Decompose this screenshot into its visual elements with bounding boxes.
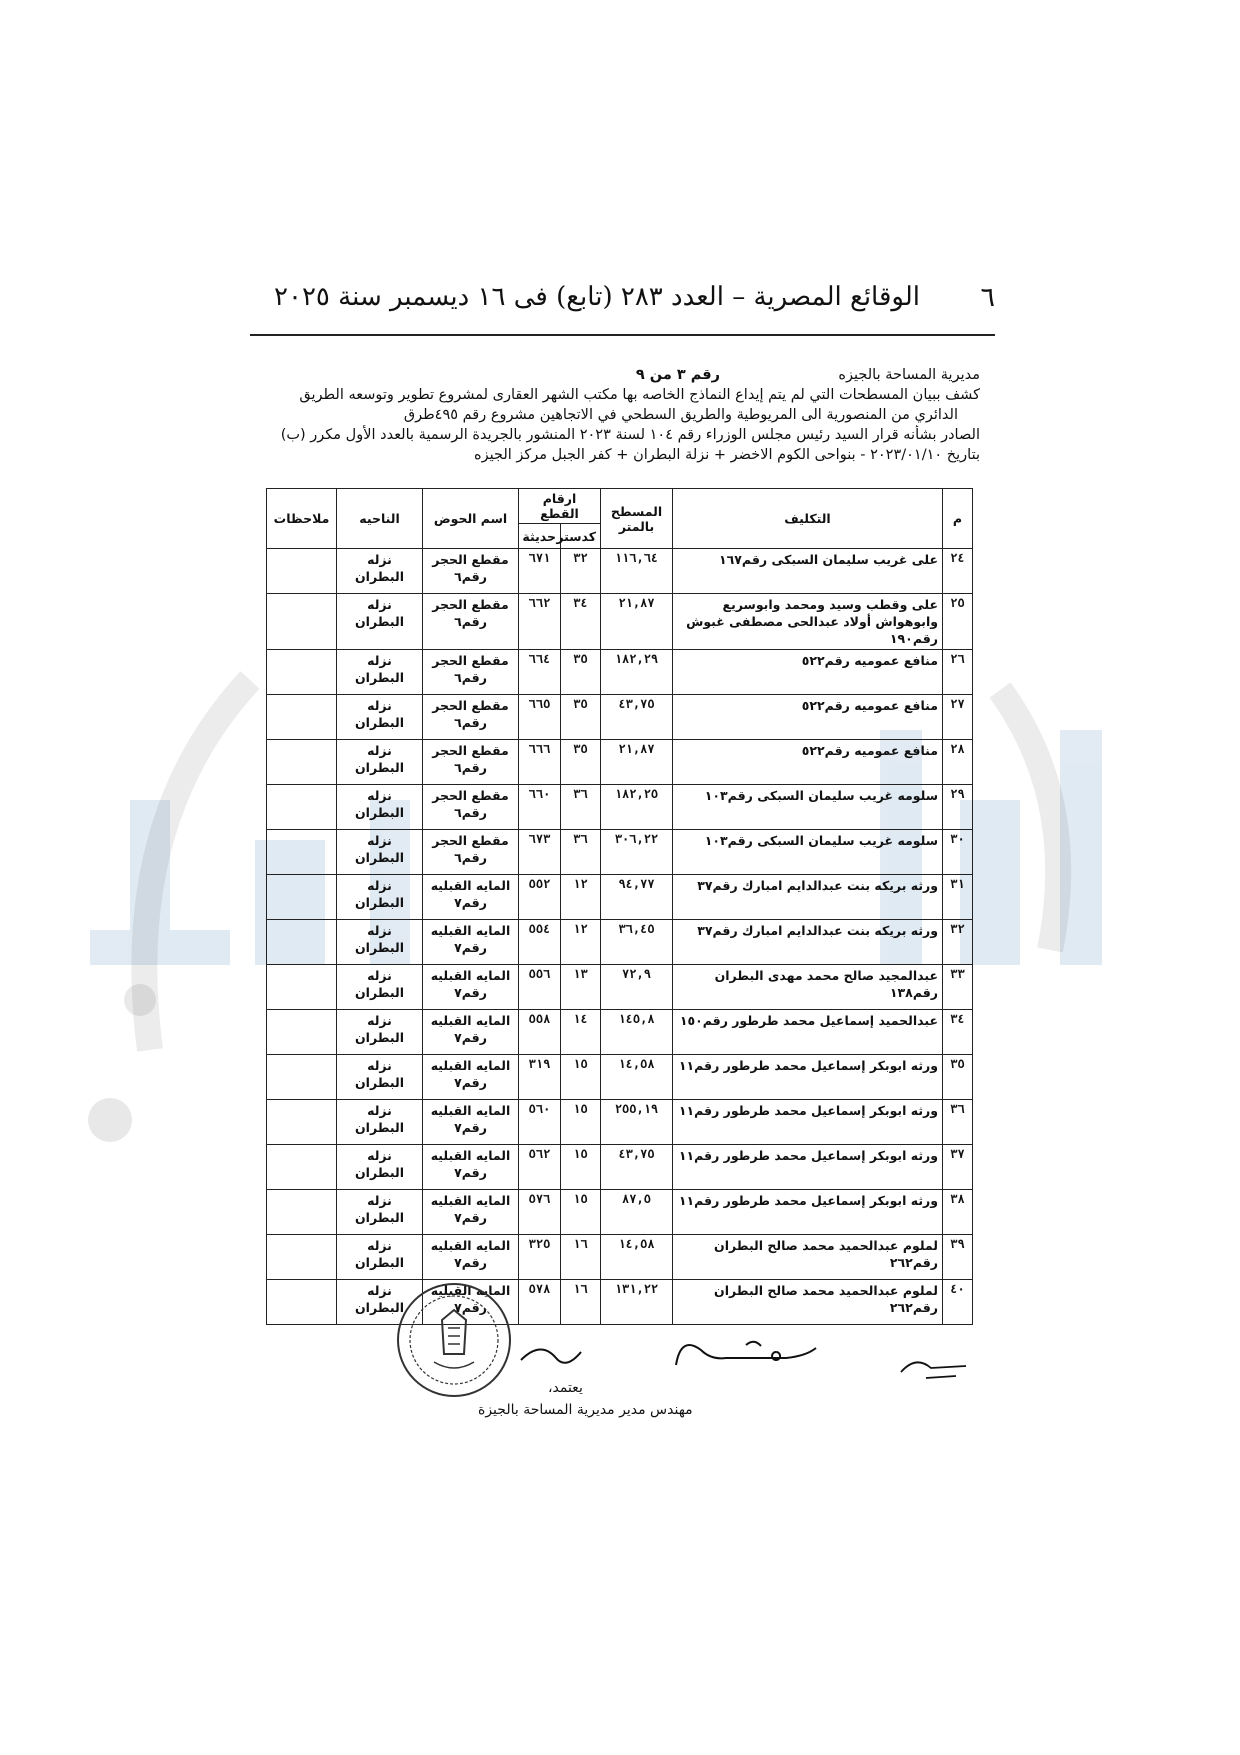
col-header-haditha: حديثة [519, 524, 561, 549]
official-stamp [394, 1280, 514, 1400]
owner-name: منافع عموميه رقم٥٢٢ [673, 740, 943, 785]
nahia-name: نزله البطران [337, 1145, 423, 1190]
hawd-name: المايه القبليه رقم٧ [423, 1280, 519, 1325]
haditha-number: ٦٦٠ [519, 785, 561, 830]
notes-cell [267, 650, 337, 695]
hawd-name: المايه القبليه رقم٧ [423, 1190, 519, 1235]
owner-name: منافع عموميه رقم٥٢٢ [673, 650, 943, 695]
col-header-owner: التكليف [673, 489, 943, 549]
nahia-name: نزله البطران [337, 1235, 423, 1280]
nahia-name: نزله البطران [337, 785, 423, 830]
table-row [267, 1010, 973, 1055]
row-number: ٢٩ [943, 785, 973, 830]
row-number: ٢٧ [943, 695, 973, 740]
area-value: ٣٠٦,٢٢ [601, 830, 673, 875]
table-row [267, 785, 973, 830]
notes-cell [267, 549, 337, 594]
row-number: ٣٨ [943, 1190, 973, 1235]
owner-name: ورثه ابوبكر إسماعيل محمد طرطور رقم١١ [673, 1055, 943, 1100]
notes-cell [267, 1190, 337, 1235]
hawd-name: المايه القبليه رقم٧ [423, 1145, 519, 1190]
col-header-area-line1: المسطح [610, 503, 663, 519]
hawd-name: المايه القبليه رقم٧ [423, 1010, 519, 1055]
kadaster-number: ٣٦ [561, 785, 601, 830]
owner-name: ورثه بريكه بنت عبدالدايم امبارك رقم٣٧ [673, 920, 943, 965]
table-row [267, 549, 973, 594]
hawd-name: مقطع الحجر رقم٦ [423, 549, 519, 594]
area-value: ٤٣,٧٥ [601, 695, 673, 740]
row-number: ٢٨ [943, 740, 973, 785]
notes-cell [267, 785, 337, 830]
row-number: ٣٧ [943, 1145, 973, 1190]
nahia-name: نزله البطران [337, 830, 423, 875]
area-value: ١٣١,٢٢ [601, 1280, 673, 1325]
col-header-area-line2: بالمتر [618, 518, 655, 534]
kadaster-number: ١٦ [561, 1235, 601, 1280]
signature-area [366, 1280, 986, 1440]
row-number: ٣٦ [943, 1100, 973, 1145]
col-header-area [601, 489, 673, 549]
table-row [267, 594, 973, 650]
haditha-number: ٦٦٤ [519, 650, 561, 695]
nahia-name: نزله البطران [337, 920, 423, 965]
owner-name: عبدالمجيد صالح محمد مهدى البطران رقم١٣٨ [673, 965, 943, 1010]
owner-name: سلومه غريب سليمان السبكى رقم١٠٣ [673, 830, 943, 875]
hawd-name: مقطع الحجر رقم٦ [423, 594, 519, 650]
signature-mark [896, 1350, 976, 1385]
intro-line: بتاريخ ٢٠٢٣/٠١/١٠ - بنواحى الكوم الاخضر + نزلة البطران + كفر الجبل مركز الجيزه [474, 447, 980, 463]
hawd-name: المايه القبليه رقم٧ [423, 965, 519, 1010]
table-row [267, 830, 973, 875]
haditha-number: ٦٦٥ [519, 695, 561, 740]
hawd-name: المايه القبليه رقم٧ [423, 1055, 519, 1100]
signature-mark [666, 1330, 826, 1380]
kadaster-number: ١٥ [561, 1055, 601, 1100]
intro-line: الدائري من المنصورية الى المريوطية والطريق السطحي في الاتجاهين مشروع رقم ٤٩٥طرق [403, 407, 958, 423]
table-row [267, 1235, 973, 1280]
haditha-number: ٥٥٤ [519, 920, 561, 965]
owner-name: منافع عموميه رقم٥٢٢ [673, 695, 943, 740]
nahia-name: نزله البطران [337, 594, 423, 650]
kadaster-number: ١٥ [561, 1100, 601, 1145]
row-number: ٢٦ [943, 650, 973, 695]
area-value: ١٤,٥٨ [601, 1055, 673, 1100]
nahia-name: نزله البطران [337, 965, 423, 1010]
kadaster-number: ٣٢ [561, 549, 601, 594]
nahia-name: نزله البطران [337, 1010, 423, 1055]
row-number: ٢٤ [943, 549, 973, 594]
col-header-hawd: اسم الحوض [423, 489, 519, 549]
table-row [267, 1100, 973, 1145]
hawd-name: مقطع الحجر رقم٦ [423, 830, 519, 875]
hawd-name: المايه القبليه رقم٧ [423, 1100, 519, 1145]
kadaster-number: ١٦ [561, 1280, 601, 1325]
area-value: ١٤٥,٨ [601, 1010, 673, 1055]
row-number: ٣٣ [943, 965, 973, 1010]
notes-cell [267, 875, 337, 920]
col-header-notes: ملاحظات [267, 489, 337, 549]
haditha-number: ٣١٩ [519, 1055, 561, 1100]
area-value: ٢٥٥,١٩ [601, 1100, 673, 1145]
table-row [267, 650, 973, 695]
hawd-name: المايه القبليه رقم٧ [423, 875, 519, 920]
col-header-kadaster: كدستر [561, 524, 601, 549]
owner-name: عبدالحميد إسماعيل محمد طرطور رقم١٥٠ [673, 1010, 943, 1055]
haditha-number: ٥٥٨ [519, 1010, 561, 1055]
hawd-name: مقطع الحجر رقم٦ [423, 785, 519, 830]
kadaster-number: ١٥ [561, 1145, 601, 1190]
table-row [267, 695, 973, 740]
notes-cell [267, 740, 337, 785]
row-number: ٣٥ [943, 1055, 973, 1100]
area-value: ١١٦,٦٤ [601, 549, 673, 594]
haditha-number: ٦٦٢ [519, 594, 561, 650]
owner-name: ورثه ابوبكر إسماعيل محمد طرطور رقم١١ [673, 1145, 943, 1190]
haditha-number: ٥٥٦ [519, 965, 561, 1010]
owner-name: على وقطب وسيد ومحمد وابوسريع وابوهواش أولاد عبدالحى مصطفى غبوش رقم١٩٠ [673, 594, 943, 650]
area-value: ٤٣,٧٥ [601, 1145, 673, 1190]
table-row [267, 920, 973, 965]
col-header-parcels: ارقام القطع [519, 489, 601, 524]
page-of-label: رقم ٣ من ٩ [635, 367, 720, 383]
owner-name: لملوم عبدالحميد محمد صالح البطران رقم٢٦٢ [673, 1235, 943, 1280]
nahia-name: نزله البطران [337, 875, 423, 920]
owner-name: ورثه بريكه بنت عبدالدايم امبارك رقم٣٧ [673, 875, 943, 920]
area-value: ٢١,٨٧ [601, 740, 673, 785]
haditha-number: ٥٦٢ [519, 1145, 561, 1190]
header-rule [250, 334, 995, 336]
kadaster-number: ١٢ [561, 875, 601, 920]
owner-name: ورثه ابوبكر إسماعيل محمد طرطور رقم١١ [673, 1190, 943, 1235]
kadaster-number: ٣٦ [561, 830, 601, 875]
intro-line: كشف ببيان المسطحات التي لم يتم إيداع النماذج الخاصه بها مكتب الشهر العقارى لمشروع تطوير وتوسعه الطريق [299, 387, 980, 403]
haditha-number: ٦٧٣ [519, 830, 561, 875]
gazette-title: الوقائع المصرية – العدد ٢٨٣ (تابع) فى ١٦ ديسمبر سنة ٢٠٢٥ [274, 282, 920, 312]
area-value: ٨٧,٥ [601, 1190, 673, 1235]
owner-name: ورثه ابوبكر إسماعيل محمد طرطور رقم١١ [673, 1100, 943, 1145]
notes-cell [267, 830, 337, 875]
table-row [267, 1055, 973, 1100]
area-value: ٣٦,٤٥ [601, 920, 673, 965]
page-header [250, 282, 995, 322]
notes-cell [267, 1145, 337, 1190]
kadaster-number: ١٣ [561, 965, 601, 1010]
area-value: ٢١,٨٧ [601, 594, 673, 650]
nahia-name: نزله البطران [337, 549, 423, 594]
hawd-name: المايه القبليه رقم٧ [423, 1235, 519, 1280]
notes-cell [267, 1100, 337, 1145]
hawd-name: المايه القبليه رقم٧ [423, 920, 519, 965]
notes-cell [267, 965, 337, 1010]
intro-line: الصادر بشأنه قرار السيد رئيس مجلس الوزراء رقم ١٠٤ لسنة ٢٠٢٣ المنشور بالجريدة الرسمية بالعدد الأول مكرر (ب) [280, 427, 980, 443]
notes-cell [267, 1010, 337, 1055]
nahia-name: نزله البطران [337, 1280, 423, 1325]
haditha-number: ٦٦٦ [519, 740, 561, 785]
nahia-name: نزله البطران [337, 1055, 423, 1100]
kadaster-number: ١٢ [561, 920, 601, 965]
haditha-number: ٣٢٥ [519, 1235, 561, 1280]
nahia-name: نزله البطران [337, 650, 423, 695]
hawd-name: مقطع الحجر رقم٦ [423, 650, 519, 695]
notes-cell [267, 594, 337, 650]
col-header-m: م [943, 489, 973, 549]
parcels-table [266, 488, 973, 1325]
row-number: ٣١ [943, 875, 973, 920]
notes-cell [267, 1280, 337, 1325]
haditha-number: ٥٥٢ [519, 875, 561, 920]
notes-cell [267, 1055, 337, 1100]
signature-mark [516, 1340, 586, 1380]
area-value: ١٤,٥٨ [601, 1235, 673, 1280]
table-row [267, 965, 973, 1010]
hawd-name: مقطع الحجر رقم٦ [423, 740, 519, 785]
owner-name: سلومه غريب سليمان السبكى رقم١٠٣ [673, 785, 943, 830]
area-value: ١٨٢,٢٥ [601, 785, 673, 830]
hawd-name: مقطع الحجر رقم٦ [423, 695, 519, 740]
page-number: ٦ [980, 282, 995, 313]
kadaster-number: ٣٥ [561, 695, 601, 740]
table-row [267, 875, 973, 920]
haditha-number: ٦٧١ [519, 549, 561, 594]
directorate-label: مديرية المساحة بالجيزه [838, 367, 980, 383]
owner-name: على غريب سليمان السبكى رقم١٦٧ [673, 549, 943, 594]
area-value: ١٨٢,٢٩ [601, 650, 673, 695]
approval-label: يعتمد، [548, 1380, 583, 1396]
kadaster-number: ١٤ [561, 1010, 601, 1055]
row-number: ٣٤ [943, 1010, 973, 1055]
notes-cell [267, 920, 337, 965]
notes-cell [267, 695, 337, 740]
area-value: ٧٢,٩ [601, 965, 673, 1010]
kadaster-number: ٣٥ [561, 740, 601, 785]
area-value: ٩٤,٧٧ [601, 875, 673, 920]
row-number: ٣٠ [943, 830, 973, 875]
nahia-name: نزله البطران [337, 1190, 423, 1235]
owner-name: لملوم عبدالحميد محمد صالح البطران رقم٢٦٢ [673, 1280, 943, 1325]
col-header-nahia: الناحيه [337, 489, 423, 549]
intro-block [262, 365, 980, 465]
kadaster-number: ٣٤ [561, 594, 601, 650]
table-body [267, 549, 973, 1325]
row-number: ٤٠ [943, 1280, 973, 1325]
table-row [267, 740, 973, 785]
row-number: ٣٩ [943, 1235, 973, 1280]
haditha-number: ٥٦٠ [519, 1100, 561, 1145]
kadaster-number: ١٥ [561, 1190, 601, 1235]
haditha-number: ٥٧٦ [519, 1190, 561, 1235]
nahia-name: نزله البطران [337, 695, 423, 740]
kadaster-number: ٣٥ [561, 650, 601, 695]
nahia-name: نزله البطران [337, 1100, 423, 1145]
approver-title: مهندس مدير مديرية المساحة بالجيزة [478, 1402, 693, 1418]
table-row [267, 1145, 973, 1190]
row-number: ٢٥ [943, 594, 973, 650]
table-row [267, 1190, 973, 1235]
nahia-name: نزله البطران [337, 740, 423, 785]
row-number: ٣٢ [943, 920, 973, 965]
haditha-number: ٥٧٨ [519, 1280, 561, 1325]
notes-cell [267, 1235, 337, 1280]
